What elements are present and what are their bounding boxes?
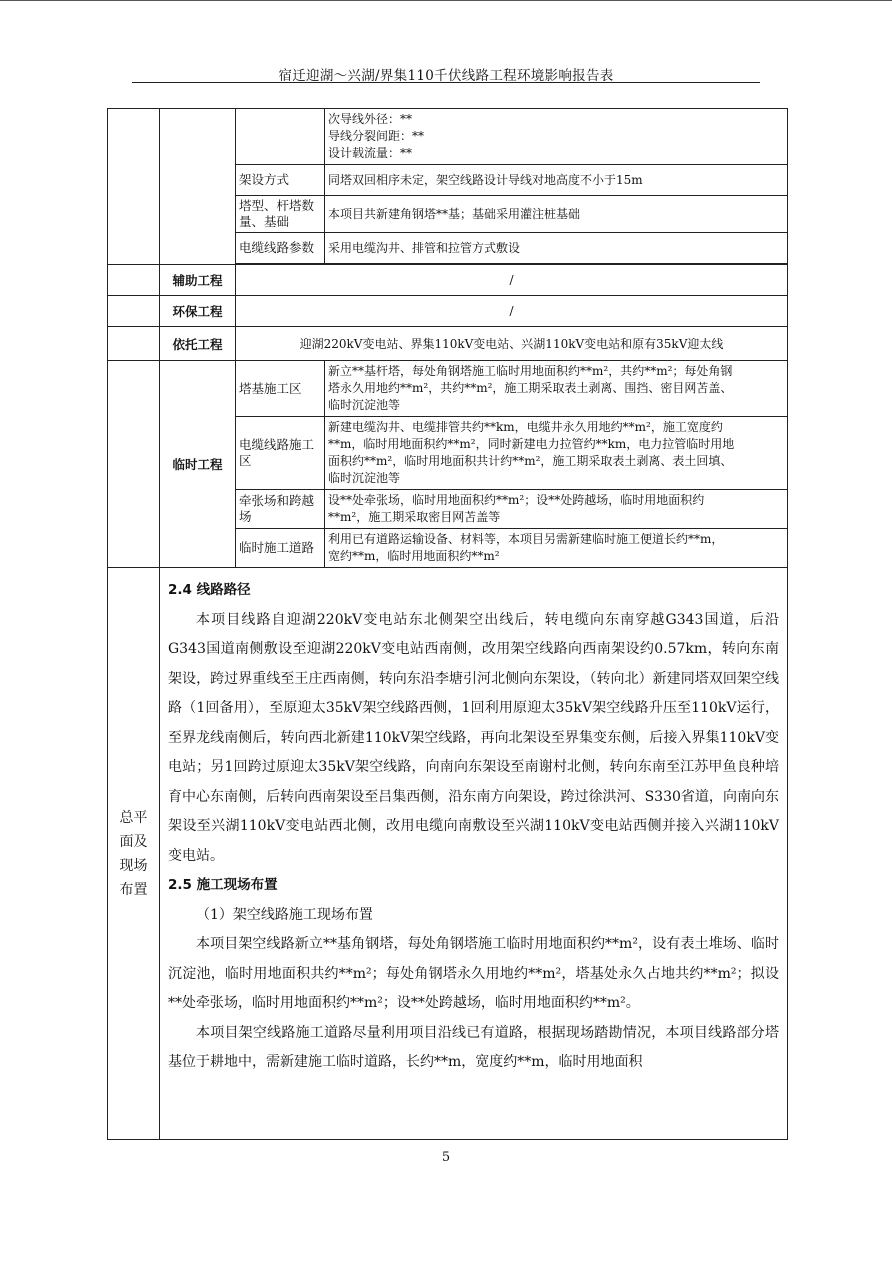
left-margin-cell: [108, 361, 160, 568]
project-composition-table: [107, 108, 788, 1140]
text-line: 临时沉淀池等: [328, 398, 401, 412]
temporary-label: 临时工程: [160, 361, 236, 568]
side-label-line: 总平: [119, 809, 148, 826]
erection-value: 同塔双回相序未定，架空线路设计导线对地高度不小于15m: [325, 165, 788, 196]
site-paragraph-2: 本项目架空线路施工道路尽量利用项目沿线已有道路，根据现场踏勘情况，本项目线路部分塔基位于耕地中，需新建施工临时道路，长约**m，宽度约**m，临时用地面积: [168, 1024, 779, 1070]
auxiliary-label: 辅助工程: [160, 265, 236, 296]
route-heading: 2.4 线路路径: [168, 582, 251, 598]
tower-value: 本项目共新建角钢塔**基；基础采用灌注桩基础: [325, 196, 788, 233]
text-line: 宽约**m，临时用地面积约**m²: [328, 549, 500, 563]
conductor-param-line: 次导线外径：**: [328, 112, 413, 126]
row-dependent: [108, 327, 788, 361]
conductor-param-line: 导线分裂间距：**: [328, 129, 425, 143]
row-layout-section: [108, 568, 788, 1140]
header-underline: [132, 82, 760, 83]
cable-value: 采用电缆沟井、排管和拉管方式敷设: [325, 233, 788, 264]
site-heading: 2.5 施工现场布置: [168, 877, 278, 893]
cable-label: 电缆线路参数: [236, 233, 325, 264]
left-margin-cell: [108, 296, 160, 327]
side-label-line: 现场: [119, 857, 148, 874]
text-line: 新建电缆沟井、电缆排管共约**km，电缆井永久用地约**m²，施工宽度约: [328, 420, 723, 434]
route-paragraph: 本项目线路自迎湖220kV变电站东北侧架空出线后，转电缆向东南穿越G343国道，后沿G343国道南侧敷设至迎湖220kV变电站西南侧，改用架空线路向西南架设约0.57km，转向东南架设，跨过界重线至王庄西南侧，转向东沿李塘引河北侧向东架设，（转向北）新建同塔双回架空线路（1回备用），至原迎太35kV架空线路西侧，1回利用原迎太35kV架空线路升压至110kV运行，至界龙线南侧后，转向西北新建110kV架空线路，再向北架设至界集变东侧，后接入界集110kV变电站；另1回跨过原迎太35kV架空线路，向南向东架设至南谢村北侧，转向东南至江苏甲鱼良种培育中心东南侧，后转向西南架设至吕集西侧，沿东南方向架设，跨过徐洪河、S330省道，向南向东架设至兴湖110kV变电站西北侧，改用电缆向南敷设至兴湖110kV变电站西侧并接入兴湖110kV变电站。: [168, 611, 779, 864]
layout-content-cell: [160, 568, 788, 1140]
row-conductor-params: [108, 109, 788, 165]
conductor-params-label-cell: [236, 109, 325, 165]
text-line: 面积约**m²，临时用地面积共计约**m²，施工期采取表土剥离、表土回填、: [328, 454, 733, 468]
temp-stringing-label: 牵张场和跨越场: [236, 490, 325, 529]
text-line: 设**处牵张场，临时用地面积约**m²；设**处跨越场，临时用地面积约: [328, 493, 705, 507]
env-protection-value: /: [236, 296, 788, 327]
side-label-line: 布置: [119, 881, 148, 898]
left-margin-cell: [108, 265, 160, 296]
temp-tower-area-label: 塔基施工区: [236, 361, 325, 417]
text-line: **m，临时用地面积约**m²，同时新建电力拉管约**km，电力拉管临时用地: [328, 437, 735, 451]
left-margin-cell: [108, 327, 160, 361]
text-line: 临时沉淀池等: [328, 471, 401, 485]
temp-stringing-value: [325, 490, 788, 529]
row-auxiliary: [108, 265, 788, 296]
temp-road-label: 临时施工道路: [236, 529, 325, 568]
top-border-line: [0, 0, 892, 1]
left-margin-cell: [108, 109, 160, 265]
text-line: 新立**基杆塔，每处角钢塔施工临时用地面积约**m²，共约**m²；每处角钢: [328, 364, 733, 378]
text-line: 塔永久用地约**m²，共约**m²，施工期采取表土剥离、围挡、密目网苫盖、: [328, 381, 733, 395]
page-number: 5: [441, 1150, 451, 1165]
temp-cable-area-value: [325, 417, 788, 490]
temp-tower-area-value: [325, 361, 788, 417]
side-label-line: 面及: [119, 833, 148, 850]
temp-road-value: [325, 529, 788, 568]
page-header-title: 宿迁迎湖～兴湖/界集110千伏线路工程环境影响报告表: [278, 68, 614, 84]
auxiliary-value: /: [236, 265, 788, 296]
env-protection-label: 环保工程: [160, 296, 236, 327]
erection-label: 架设方式: [236, 165, 325, 196]
main-project-label-cell: [160, 109, 236, 265]
row-temp-tower-area: [108, 361, 788, 417]
text-line: **m²，施工期采取密目网苫盖等: [328, 510, 501, 524]
site-paragraph-1: 本项目架空线路新立**基角钢塔，每处角钢塔施工临时用地面积约**m²，设有表土堆场、临时沉淀池，临时用地面积共约**m²；每处角钢塔永久用地约**m²，塔基处永久占地共约**m²；拟设**处牵张场，临时用地面积约**m²；设**处跨越场，临时用地面积约**m²。: [168, 936, 779, 1011]
row-env-protection: [108, 296, 788, 327]
dependent-value: 迎湖220kV变电站、界集110kV变电站、兴湖110kV变电站和原有35kV迎太线: [236, 327, 788, 361]
layout-side-label: [108, 568, 160, 1140]
temp-cable-area-label: 电缆线路施工区: [236, 417, 325, 490]
text-line: 利用已有道路运输设备、材料等，本项目另需新建临时施工便道长约**m，: [328, 532, 724, 546]
conductor-param-line: 设计载流量：**: [328, 146, 413, 160]
conductor-params-value: [325, 109, 788, 165]
dependent-label: 依托工程: [160, 327, 236, 361]
overhead-subheading: （1）架空线路施工现场布置: [196, 906, 373, 923]
tower-label: 塔型、杆塔数量、基础: [236, 196, 325, 233]
